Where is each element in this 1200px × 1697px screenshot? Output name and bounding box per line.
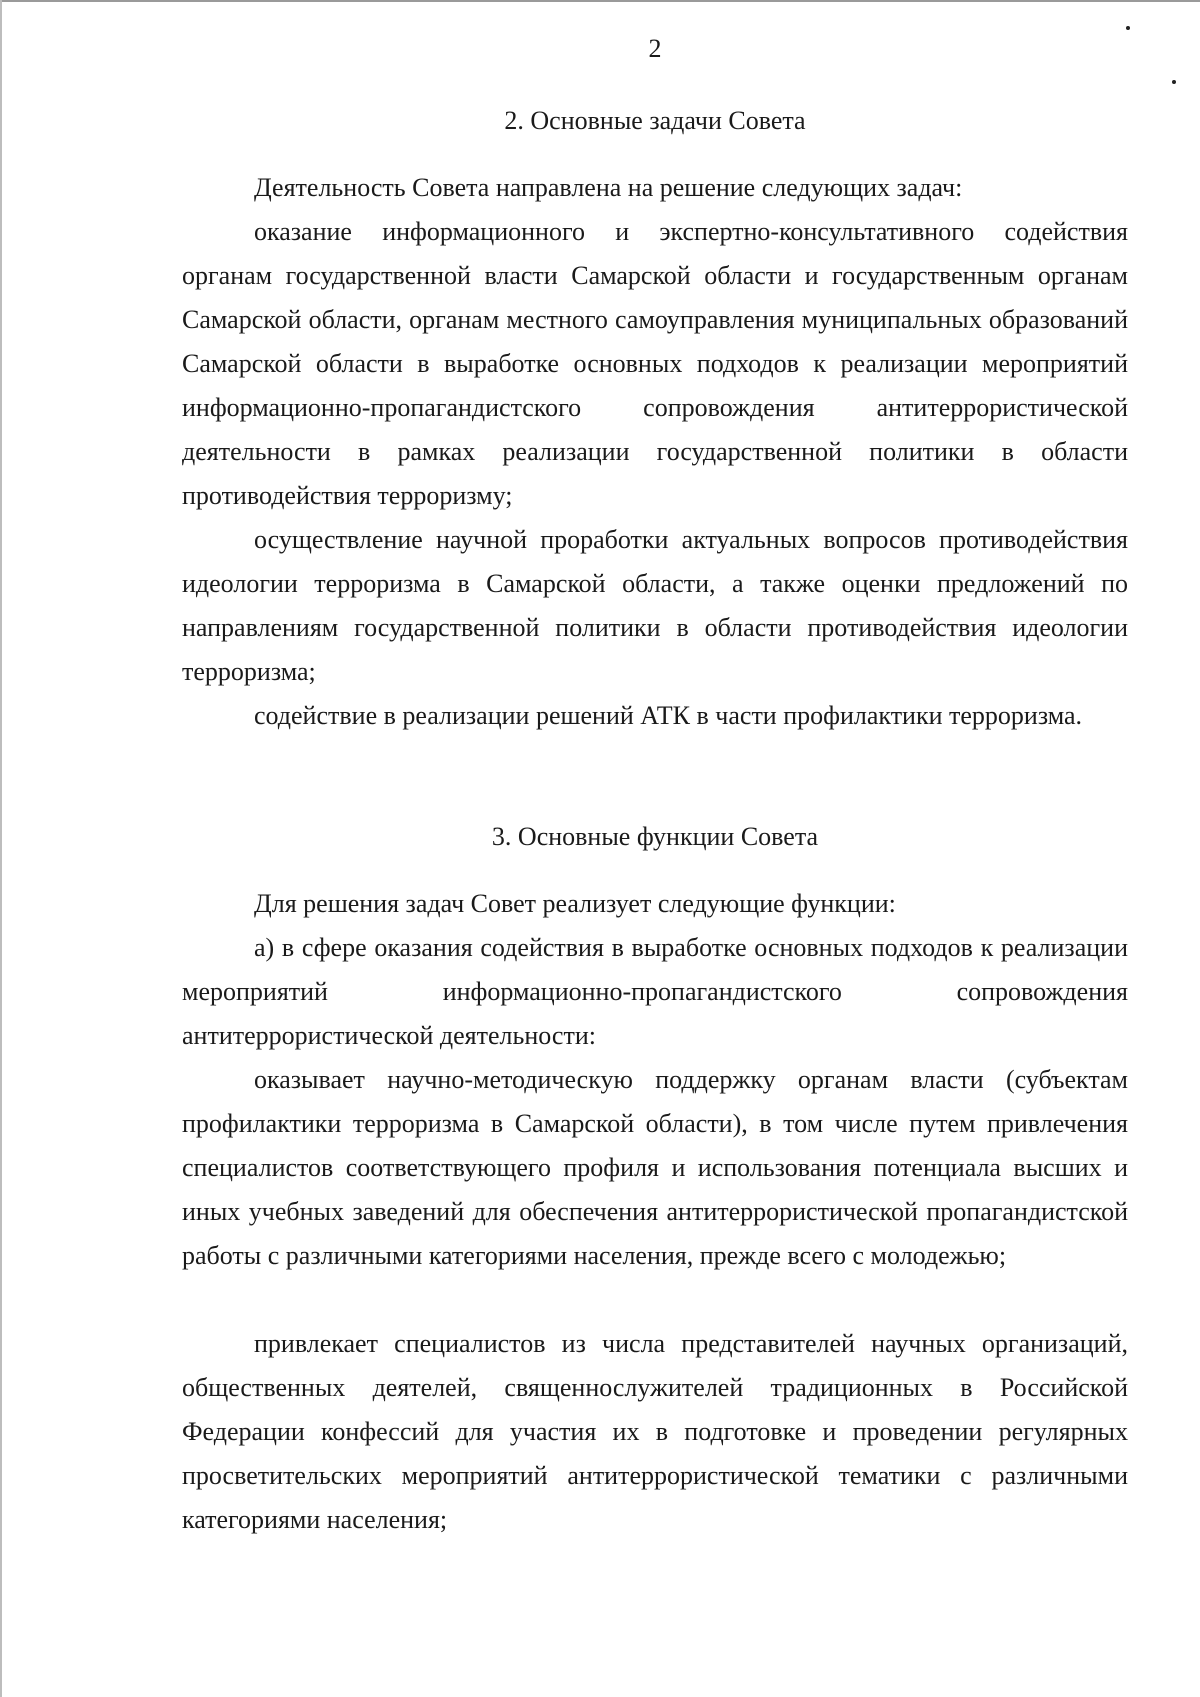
section-heading-functions: 3. Основные функции Совета bbox=[491, 822, 819, 851]
scan-speck bbox=[1172, 80, 1176, 84]
task-item: осуществление научной проработки актуальных вопросов противодействия идеологии терроризма в Самарской области, а также оценки предложений по направлениям государственной политики в области противодействия идеологии терроризма; bbox=[182, 525, 1128, 686]
task-item: оказание информационного и экспертно-консультативного содействия органам государственной власти Самарской области и государственным органам Самарской области, органам местного самоуправления муниципальных образований Самарской области в выработке основных подходов к реализации мероприятий информационно-пропагандистского сопровождения антитеррористической деятельности в рамках реализации государственной политики в области противодействия терроризму; bbox=[182, 217, 1128, 510]
task-item: содействие в реализации решений АТК в части профилактики терроризма. bbox=[254, 701, 1083, 730]
functions-intro: Для решения задач Совет реализует следующие функции: bbox=[254, 889, 896, 918]
page-number: 2 bbox=[648, 34, 662, 63]
tasks-intro: Деятельность Совета направлена на решение следующих задач: bbox=[254, 173, 963, 202]
scan-speck bbox=[1126, 26, 1130, 30]
section-heading-tasks: 2. Основные задачи Совета bbox=[504, 106, 806, 135]
function-item: оказывает научно-методическую поддержку органам власти (субъектам профилактики терроризма в Самарской области), в том числе путем привлечения специалистов соответствующего профиля и использования потенциала высших и иных учебных заведений для обеспечения антитеррористической пропагандистской работы с различными категориями населения, прежде всего с молодежью; bbox=[182, 1065, 1128, 1270]
scan-top-border bbox=[0, 0, 1200, 2]
functions-subsection-a: а) в сфере оказания содействия в выработке основных подходов к реализации мероприятий информационно-пропагандистского сопровождения антитеррористической деятельности: bbox=[182, 933, 1128, 1050]
function-item: привлекает специалистов из числа представителей научных организаций, общественных деятелей, священнослужителей традиционных в Российской Федерации конфессий для участия их в подготовке и проведении регулярных просветительских мероприятий антитеррористической тематики с различными категориями населения; bbox=[182, 1329, 1128, 1534]
